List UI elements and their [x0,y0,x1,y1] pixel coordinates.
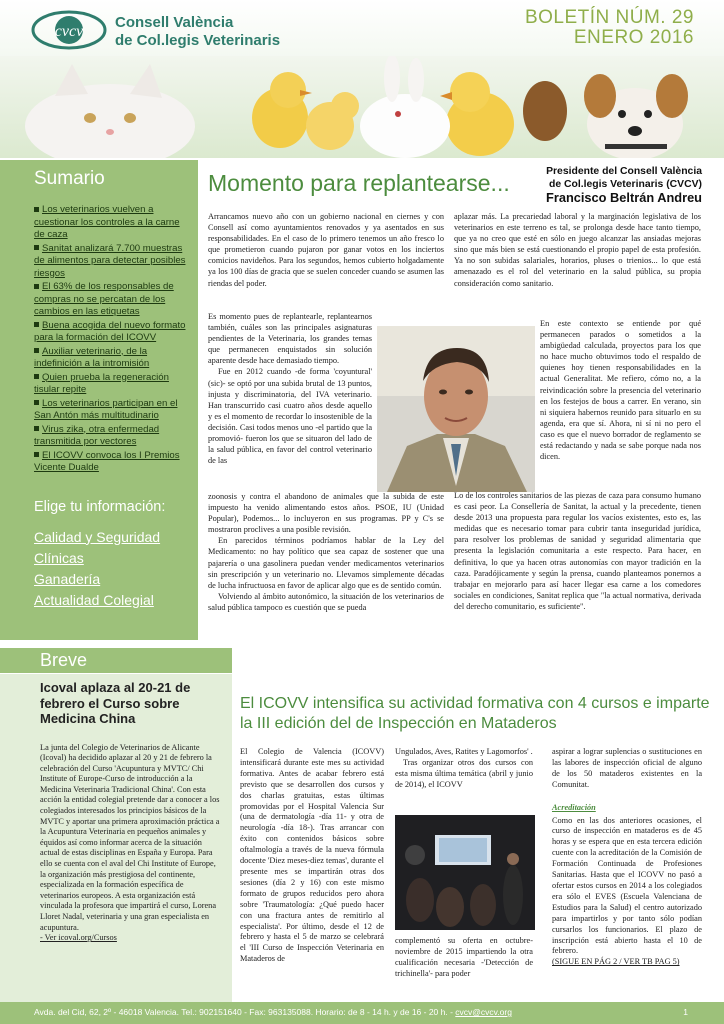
main-col-2-top [454,211,701,289]
sumario-item[interactable] [34,243,186,281]
paragraph: complementó su oferta en octubre-noviembre de 2015 impartiendo la otra cualificación necesaria -'Detección de trichinella'- para poder [395,936,533,978]
paragraph: Tras organizar otros dos cursos con esta misma última temática (abril y junio de 2014), el ICOVV [395,757,533,789]
logo-text: cvcv [54,23,84,40]
header [0,0,724,158]
article2-col-1 [240,747,384,965]
acreditacion-subheading: Acreditación [552,802,596,812]
article2-col-2-bottom [395,936,533,980]
paragraph: Como en las dos anteriores ocasiones, el curso de inspección en mataderos es de 45 horas y se espera que en esta tercera edición cuente con la acreditación de la Comisión de Formación Continuada de Profesiones Sanitarias. Hasta que el ICOVV no pasó a ofertar estos cursos en 2014 a los colegiados era sólo el EVES (Escuela Valenciana de Estudios para la Salud) el centro autorizado para impartirlos y por tanto sólo podían cursarlos los funcionarios. El plazo de inscripción está abierto hasta el 10 de febrero. [552,815,702,956]
bullet-icon [34,374,39,379]
sumario-title: Sumario [34,168,105,189]
link-clinicas[interactable]: Clínicas [34,549,84,566]
paragraph: aplazar más. La precariedad laboral y la marginación legislativa de los veterinarios en este terreno es tal, se prolonga desde hace tanto tiempo, que ya no creo que esté en sólo en juego alcanzar las ansiadas mejoras sino que más bien se está cuestionando el propio papel de esta profesión. Ya no son subidas salariales, horarios, pluses o trienios... lo que está amenazado es el rol del veterinario en la salud pública, su propia consideración como sanitario. [454,212,701,288]
main-col-2-mid [540,318,701,462]
paragraph: Es momento pues de replantearle, replantearnos también, cuáles son las principales asignaturas pendientes de la Veterinaria, los grandes temas que permanecen enquistados sin solución aparente desde hace demasiado tiempo. [208,312,372,366]
breve-title: Icoval aplaza al 20-21 de febrero el Curso sobre Medicina China [40,680,191,726]
bullet-icon [34,284,39,289]
sumario-link[interactable]: Sanitat analizará 7.700 muestras de alimentos para detectar posibles riesgos [34,242,186,279]
article2-col-2-top [395,747,533,791]
bullet-icon [34,348,39,353]
org-name [115,14,280,50]
paragraph: En parecidos términos podríamos hablar de la Ley del Medicamento: no hay político que sea capaz de sostener que una pajarería o una gasolinera puedan vender medicamentos veterinarios sin prescripción y un veterinario no. Llevamos simplemente décadas de lucha infructuosa en favor de aplicar algo que es de sentido común. [208,536,444,590]
paragraph: Fue en 2012 cuando -de forma 'coyuntural' (sic)- se optó por una subida brutal de 13 puntos, injusta y discriminatoria, del IVA veterinario. Han transcurrido casi cuatro años desde aquello y es el momento de recordar lo insostenible de la decisión. Casi todos menos uno -el partido que la promovió- fueron los que se situaron del lado de la salud pública, en favor del control veterinario de las [208,367,372,466]
footer [0,1002,724,1024]
paragraph: aspirar a lograr suplencias o sustituciones en las labores de inspección oficial de alguno de los 50 mataderos existentes en la Comunitat. [552,747,702,789]
breve-box [0,674,232,1020]
sumario-link[interactable]: El 63% de los responsables de compras no se percatan de los cambios en las etiquetas [34,281,174,317]
bullet-icon [34,452,39,457]
article2-title: El ICOVV intensifica su actividad formativa con 4 cursos e imparte la III edición del de Inspección en Mataderos [240,695,710,732]
sumario-item[interactable] [34,424,186,449]
main-col-1-bottom [208,491,444,613]
sumario-link[interactable]: Los veterinarios vuelven a cuestionar los controles a la carne de caza [34,204,180,240]
sumario-link[interactable]: Quien prueba la regeneración tisular repite [34,371,169,395]
bullet-icon [34,207,39,212]
breve-text [40,743,222,944]
paragraph: Arrancamos nuevo año con un gobierno nacional en ciernes y con Consell así como ayuntamientos renovados y ya asentados en sus responsabilidades. En el caso de lo primero tenemos un año fresco lo que prometieron cuando pujaron por ganar votos en los inciertos comicios navideños. Para los segundos, hemos cubierto holgadamente ya los 100 días de gracia que se suelen conceder cuando se asumen las riendas del poder. [208,212,444,288]
article2-col-3 [552,747,702,968]
sumario-item[interactable] [34,398,186,423]
main-col-1-mid [208,311,372,466]
breve-body: La junta del Colegio de Veterinarios de Alicante (Icoval) ha decidido aplazar al 20 y 21 de febrero la celebración del Curso 'Acupuntura y MVTC/ Chi Institute of Europe-Curso de introducción a la Medicina Veterinaria Tradicional China'. Con esta acción la entidad colegial pretende dar a conocer a los colegiados interesados los principios básicos de la MVTC y aportar una primera aproximación práctica a la Acupuntura Veterinaria en pequeños animales y équidos así como informar acerca de la situación actual de estas disciplinas en España y Europa. Para ello se cuenta con el aval del Chi Institute of Europe, la organización más prestigiosa del continente, especializada en la formación específica de veterinarios europeos. A esta organización está vinculada la profesora que impartirá el curso, Lorena Lloret Nadal, veterinaria y una gran especialista en acupuntura. [40,742,220,932]
byline [546,165,702,204]
sumario-item[interactable] [34,450,186,475]
bullet-icon [34,245,39,250]
footer-address: Avda. del Cid, 62, 2º - 46018 Valencia. Tel.: 902151640 - Fax: 963135088. Horario: de 8 - 14 h. y de 16 - 20 h. - [34,1007,456,1017]
main-col-1-top [208,211,444,289]
main-col-2-bottom [454,490,701,612]
paragraph: En este contexto se entiende por qué permanecen parados o sometidos a la ambigüedad calculada, proyectos para los que no hace mucho obtuvimos todo el respaldo de quienes hoy tienen responsabilidades en la actual Generalitat. Me refiero, cómo no, a la reivindicación sobre la presencia del veterinario en los festejos de bous a carrer. En verano, sin ni siquiera habernos reunido para situarlo en su agenda, era que sí. Ahora, ni sí ni no pero el caso es que el nuevo borrador de reglamento se está redactando y nada se sabe porque nada nos dicen. [540,319,701,462]
bulletin-number: BOLETÍN NÚM. 29 [524,7,694,28]
paragraph: Volviendo al ámbito autonómico, la situación de los veterinarios de salud pública tampoco es cuestión que se pueda [208,591,444,612]
bulletin-date: ENERO 2016 [573,27,694,48]
link-calidad-seguridad[interactable]: Calidad y Seguridad [34,528,161,545]
sumario-list [34,204,186,475]
elige-list [34,529,186,608]
byline-line-1: Presidente del Consell València [546,166,702,177]
sumario-item[interactable] [34,372,186,397]
byline-line-2: de Col.legis Veterinaris (CVCV) [548,179,702,190]
paragraph: zoonosis y contra el abandono de animales que la subida de este impuesto ha venido alimentando estos años. PSOE, IU (Unidad Popular), Podemos... lo incluyeron en sus programas. PP y C's se mostraron proclives a una posible revisión. [208,492,444,535]
main-article-title: Momento para replantearse... [208,170,510,196]
sumario-item[interactable] [34,320,186,345]
bulletin-info [525,8,694,48]
breve-header: Breve [0,648,232,673]
bullet-icon [34,426,39,431]
paragraph: El Colegio de Valencia (ICOVV) intensificará durante este mes su actividad formativa. Antes de acabar febrero está previsto que se desarrollen dos cursos y dos charlas gratuitas, estas últimas promovidas por el Hospital Valencia Sur (una de dermatología -día 11- y otra de neurología -día 18-). Tras arrancar con éxito con contenidos básicos sobre oftalmología a través de la nueva fórmula docente 'Diez meses-diez temas', durante el presente mes se impartirán otras dos sesiones (día 2 y 16) con este mismo formato de grupos reducidos pero ahora sobre 'Traumatología: ¿Qué puedo hacer con una fractura antes de remitirlo al especialista'. Por último, desde el 12 de febrero y hasta el 5 de marzo se celebrará el 'III Curso de Inspección Veterinaria en Mataderos de [240,747,384,964]
paragraph: Lo de los controles sanitarios de las piezas de caza para consumo humano es casi peor. La Consellería de Sanitat, la actual y la precedente, tienen desde 2013 una propuesta para regular los vacíos existentes, esto es, las medidas que es necesario tomar para cubrir tanta inseguridad jurídica, para resolver los problemas de sanidad y seguridad alimentaria que presenta la legislación comunitaria a este respecto. Para hacer, en definitiva, lo que ya hacen otras autonomías con mayor tradición en la caza. Paradójicamente y según la prensa, cuando planteamos ponernos a trabajar en mejorarlo para así hacer llegar esa carne a los comedores sociales en condiciones, Sanitat replica que "la actual normativa, derivada del derecho comunitario, es suficiente". [454,491,701,611]
sumario-link[interactable]: Buena acogida del nuevo formato para la formación del ICOVV [34,319,186,343]
cvcv-logo [30,10,108,50]
sumario-item[interactable] [34,281,186,319]
conference-photo [395,815,535,930]
footer-email-link[interactable]: cvcv@cvcv.org [455,1007,512,1017]
sumario-link[interactable]: Los veterinarios participan en el San Antón más multitudinario [34,397,178,421]
president-portrait-photo [377,326,535,492]
org-line-1: Consell València [115,14,234,31]
page-number: 1 [683,1007,688,1017]
icoval-cursos-link[interactable]: - Ver icoval.org/Cursos [40,933,117,943]
sigue-pagina-link[interactable]: (SIGUE EN PÁG 2 / VER TB PAG 5) [552,957,680,967]
byline-name: Francisco Beltrán Andreu [546,190,702,205]
link-actualidad-colegial[interactable]: Actualidad Colegial [34,591,154,608]
sumario-link[interactable]: Auxiliar veterinario, de la indefinición a la intromisión [34,345,150,369]
sumario-sidebar [0,160,198,640]
sumario-link[interactable]: Virus zika, otra enfermedad transmitida por vectores [34,423,160,447]
org-line-2: de Col.legis Veterinaris [115,32,281,49]
paragraph: Ungulados, Aves, Ratites y Lagomorfos' . [395,747,533,756]
sumario-item[interactable] [34,204,186,242]
link-ganaderia[interactable]: Ganadería [34,570,101,587]
bullet-icon [34,400,39,405]
animals-banner-image [0,56,724,158]
sumario-link[interactable]: El ICOVV convoca los I Premios Vicente Dualde [34,449,180,473]
elige-title: Elige tu información: [34,498,166,515]
bullet-icon [34,322,39,327]
sumario-item[interactable] [34,346,186,371]
